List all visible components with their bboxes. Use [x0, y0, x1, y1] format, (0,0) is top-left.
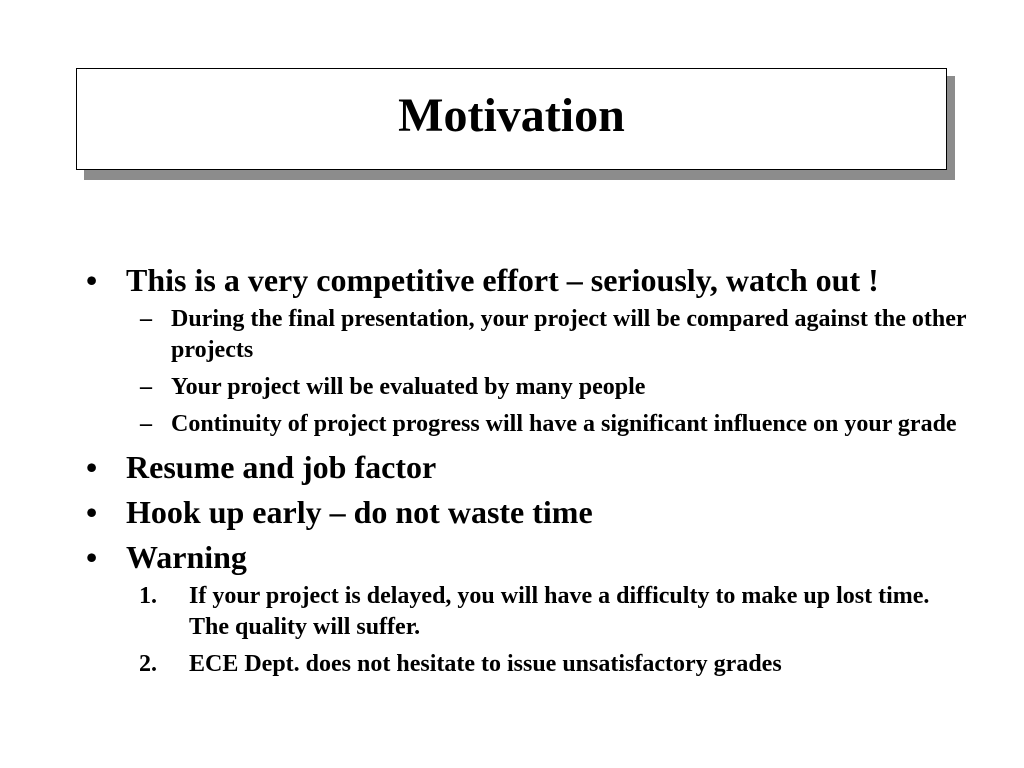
sub-bullet-text: Your project will be evaluated by many people — [171, 374, 646, 400]
bullet-text: This is a very competitive effort – seriously, watch out ! — [126, 262, 879, 298]
sub-bullet-item — [140, 409, 970, 440]
sub-bullet-text: During the final presentation, your project will be compared against the other projects — [171, 306, 967, 363]
bullet-item — [86, 262, 986, 298]
bullet-text: Warning — [126, 539, 247, 575]
bullet-text: Hook up early – do not waste time — [126, 494, 593, 530]
title-box — [76, 68, 947, 170]
numbered-item — [139, 581, 969, 643]
number-marker: 2. — [139, 651, 157, 677]
dash-marker: – — [140, 411, 152, 437]
slide-title: Motivation — [398, 89, 625, 142]
bullet-marker: • — [86, 539, 98, 575]
bullet-item — [86, 539, 986, 575]
bullet-text: Resume and job factor — [126, 449, 437, 485]
numbered-text: ECE Dept. does not hesitate to issue unsatisfactory grades — [189, 651, 782, 677]
bullet-marker: • — [86, 262, 98, 298]
sub-bullet-text: Continuity of project progress will have a significant influence on your grade — [171, 411, 957, 437]
dash-marker: – — [140, 374, 152, 400]
bullet-marker: • — [86, 494, 98, 530]
number-marker: 1. — [139, 583, 157, 609]
sub-bullet-item — [140, 372, 970, 403]
slide-content — [86, 262, 986, 680]
bullet-item — [86, 494, 986, 530]
sub-bullet-item — [140, 304, 970, 366]
bullet-item — [86, 449, 986, 485]
numbered-item — [139, 649, 969, 680]
numbered-text: If your project is delayed, you will have a difficulty to make up lost time. The quality will suffer. — [189, 583, 930, 640]
dash-marker: – — [140, 306, 152, 332]
bullet-marker: • — [86, 449, 98, 485]
